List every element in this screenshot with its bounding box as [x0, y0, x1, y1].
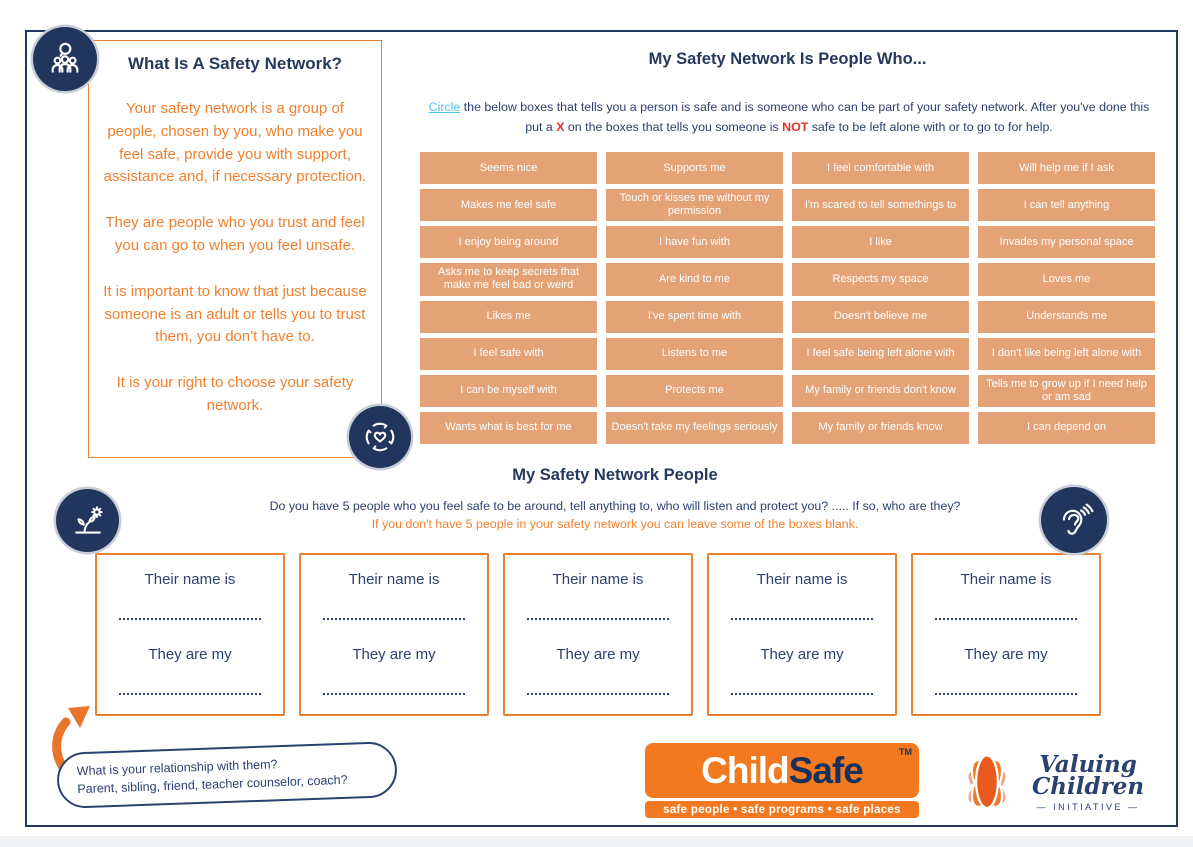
grid-cell[interactable]: Listens to me [606, 338, 783, 370]
relation-label: They are my [556, 646, 640, 663]
grid-cell[interactable]: I have fun with [606, 226, 783, 258]
name-label: Their name is [960, 571, 1052, 588]
grid-cell[interactable]: Doesn't believe me [792, 301, 969, 333]
relation-label: They are my [964, 646, 1048, 663]
grid-cell[interactable]: I feel safe being left alone with [792, 338, 969, 370]
people-instruction-1: Do you have 5 people who you feel safe to be around, tell anything to, who will listen and protect you? ..... If so, who are they? [269, 499, 961, 513]
what-is-safety-network-panel [88, 40, 382, 458]
grid-cell[interactable]: Are kind to me [606, 263, 783, 295]
network-person-card [503, 553, 693, 716]
grid-cell[interactable]: I like [792, 226, 969, 258]
grid-cell[interactable]: Doesn't take my feelings seriously [606, 412, 783, 444]
paragraph: They are people who you trust and feel you can go to when you feel unsafe. [105, 214, 365, 254]
bubble-line-2: Parent, sibling, friend, teacher counselor, coach? [77, 772, 348, 797]
paragraph: It is your right to choose your safety network. [116, 374, 354, 414]
childsafe-wordmark [645, 743, 919, 798]
grid-cell[interactable]: Asks me to keep secrets that make me feel bad or weird [420, 263, 597, 295]
grid-cell[interactable]: Respects my space [792, 263, 969, 295]
instruction-text: the below boxes that tells you a person is safe and is someone who can be part of your safety network. After you've done this put a [460, 100, 1150, 134]
grid-cell[interactable]: Invades my personal space [978, 226, 1155, 258]
grid-cell[interactable]: I don't like being left alone with [978, 338, 1155, 370]
trademark-symbol: TM [899, 747, 912, 757]
valuing-text: Valuing [1039, 751, 1137, 779]
network-section-title: My Safety Network Is People Who... [648, 50, 927, 68]
grid-cell[interactable]: I've spent time with [606, 301, 783, 333]
network-person-card [911, 553, 1101, 716]
grid-cell[interactable]: Seems nice [420, 152, 597, 184]
valuing-children-text [1032, 751, 1145, 812]
people-section-title: My Safety Network People [512, 466, 718, 484]
network-people-cards [95, 553, 1101, 716]
network-instructions [428, 98, 1150, 138]
bubble-line-1: What is your relationship with them? [76, 757, 278, 779]
grid-cell[interactable]: I'm scared to tell somethings to [792, 189, 969, 221]
bottom-edge-strip [0, 836, 1193, 847]
grid-cell[interactable]: I can be myself with [420, 375, 597, 407]
hands-around-heart-icon [349, 406, 411, 468]
network-person-card [707, 553, 897, 716]
grid-cell[interactable]: I feel comfortable with [792, 152, 969, 184]
name-line[interactable] [935, 618, 1076, 620]
name-line[interactable] [527, 618, 668, 620]
childsafe-child-text: Child [701, 749, 789, 791]
children-text: Children [1032, 773, 1145, 800]
people-instruction-2: If you don't have 5 people in your safety network you can leave some of the boxes blank. [371, 517, 859, 531]
grid-cell[interactable]: Loves me [978, 263, 1155, 295]
grid-cell[interactable]: Makes me feel safe [420, 189, 597, 221]
name-label: Their name is [348, 571, 440, 588]
grid-cell[interactable]: My family or friends know [792, 412, 969, 444]
grid-cell[interactable]: I feel safe with [420, 338, 597, 370]
network-person-card [299, 553, 489, 716]
grid-cell[interactable]: Will help me if I ask [978, 152, 1155, 184]
name-label: Their name is [756, 571, 848, 588]
relation-label: They are my [352, 646, 436, 663]
circle-link-word[interactable]: Circle [428, 100, 461, 114]
safety-descriptors-grid [420, 152, 1155, 444]
grid-cell[interactable]: Touch or kisses me without my permission [606, 189, 783, 221]
relationship-line[interactable] [119, 693, 260, 695]
network-person-card [95, 553, 285, 716]
paragraph: It is important to know that just because someone is an adult or tells you to trust them, you don't have to. [103, 282, 367, 346]
lotus-flower-icon [946, 740, 1028, 826]
instruction-text: safe to be left alone with or to go to for help. [808, 119, 1053, 134]
grid-cell[interactable]: Likes me [420, 301, 597, 333]
ear-listening-icon [1041, 487, 1107, 553]
left-panel-text [89, 74, 381, 418]
grid-cell[interactable]: I enjoy being around [420, 226, 597, 258]
name-label: Their name is [144, 571, 236, 588]
grid-cell[interactable]: Understands me [978, 301, 1155, 333]
instruction-text: on the boxes that tells you someone is [564, 119, 783, 134]
grid-cell[interactable]: Supports me [606, 152, 783, 184]
childsafe-safe-text: Safe [788, 749, 863, 791]
relationship-line[interactable] [527, 693, 668, 695]
not-word: NOT [782, 119, 809, 134]
x-word: X [556, 119, 565, 134]
valuing-children-logo [946, 740, 1160, 826]
left-panel-title: What Is A Safety Network? [127, 54, 343, 73]
relationship-line[interactable] [323, 693, 464, 695]
name-line[interactable] [323, 618, 464, 620]
grid-cell[interactable]: Wants what is best for me [420, 412, 597, 444]
sprout-sun-icon [56, 489, 119, 552]
grid-cell[interactable]: Tells me to grow up if I need help or am sad [978, 375, 1155, 407]
relationship-line[interactable] [731, 693, 872, 695]
grid-cell[interactable]: My family or friends don't know [792, 375, 969, 407]
name-label: Their name is [552, 571, 644, 588]
grid-cell[interactable]: I can depend on [978, 412, 1155, 444]
name-line[interactable] [119, 618, 260, 620]
relation-label: They are my [148, 646, 232, 663]
childsafe-tagline: safe people • safe programs • safe places [645, 801, 919, 818]
grid-cell[interactable]: I can tell anything [978, 189, 1155, 221]
relationship-line[interactable] [935, 693, 1076, 695]
grid-cell[interactable]: Protects me [606, 375, 783, 407]
childsafe-logo [645, 743, 919, 818]
relation-label: They are my [760, 646, 844, 663]
initiative-text: — INITIATIVE — [1036, 801, 1140, 812]
name-line[interactable] [731, 618, 872, 620]
paragraph: Your safety network is a group of people, chosen by you, who make you feel safe, provide you with support, assistance and, if necessary protection. [103, 100, 367, 186]
people-group-speech-icon [33, 27, 97, 91]
